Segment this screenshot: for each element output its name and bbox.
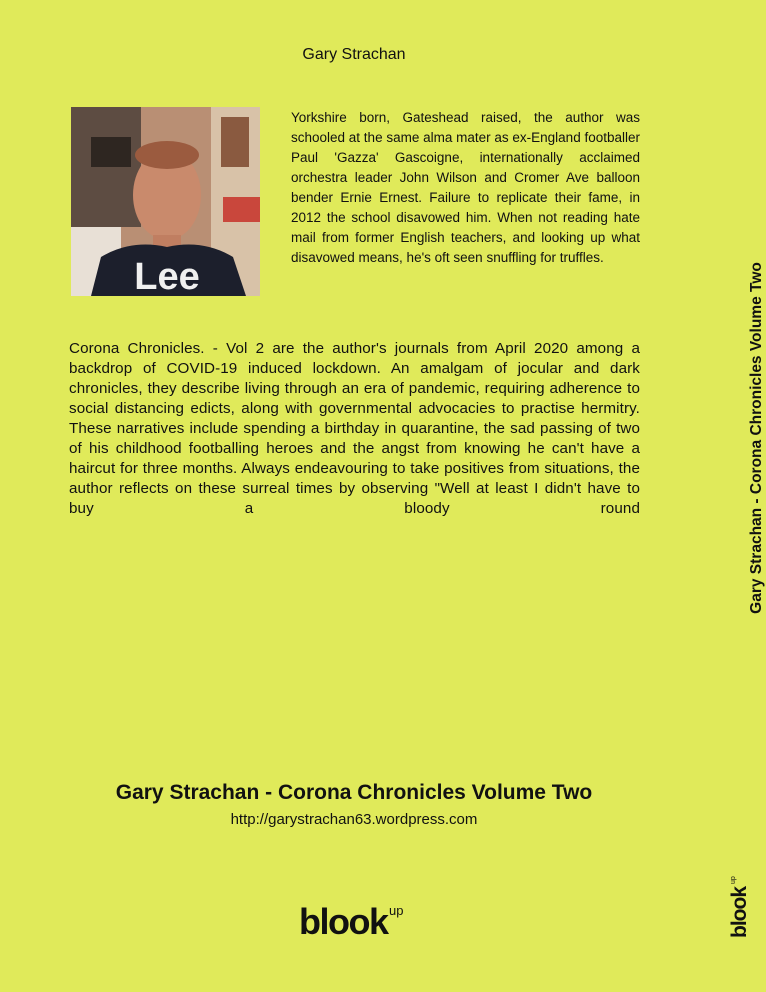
author-bio: Yorkshire born, Gateshead raised, the author was schooled at the same alma mater as ex-England footballer Paul 'Gazza' Gascoigne, internationally acclaimed orchestra leader John Wilson and Cromer Ave balloon bender Ernie Ernest. Failure to replicate their fame, in 2012 the school disavowed him. When not reading hate mail from former English teachers, and looking up what disavowed means, he's oft seen snuffling for truffles. (291, 110, 640, 265)
author-photo (71, 107, 260, 296)
spine-logo (724, 872, 754, 938)
spine-logo-superscript: up (730, 876, 737, 884)
book-spine (722, 0, 765, 992)
book-blurb: Corona Chronicles. - Vol 2 are the author's journals from April 2020 among a backdrop of COVID-19 induced lockdown. An amalgam of jocular and dark chronicles, they describe living through an era of pandemic, requiring adherence to social distancing edicts, along with governmental advocacies to practise hermitry. These narratives include spending a birthday in quarantine, the sad passing of two of his childhood footballing heroes and the angst from knowing he can't have a haircut for three months. Always endeavouring to take positives from situations, the author reflects on these surreal times by observing "Well at least I didn't have to buy a bloody round (69, 340, 640, 517)
author-website-link[interactable]: http://garystrachan63.wordpress.com (230, 811, 478, 828)
shirt-text: Lee (134, 256, 200, 298)
author-name-header: Gary Strachan (302, 46, 406, 63)
book-title: Gary Strachan - Corona Chronicles Volume Two (115, 781, 593, 804)
spine-logo-text: blook (728, 887, 751, 938)
spine-title: Gary Strachan - Corona Chronicles Volume Two (748, 262, 765, 614)
blookup-logo (299, 896, 419, 940)
logo-text: blook (299, 901, 388, 942)
logo-superscript: up (389, 903, 404, 918)
